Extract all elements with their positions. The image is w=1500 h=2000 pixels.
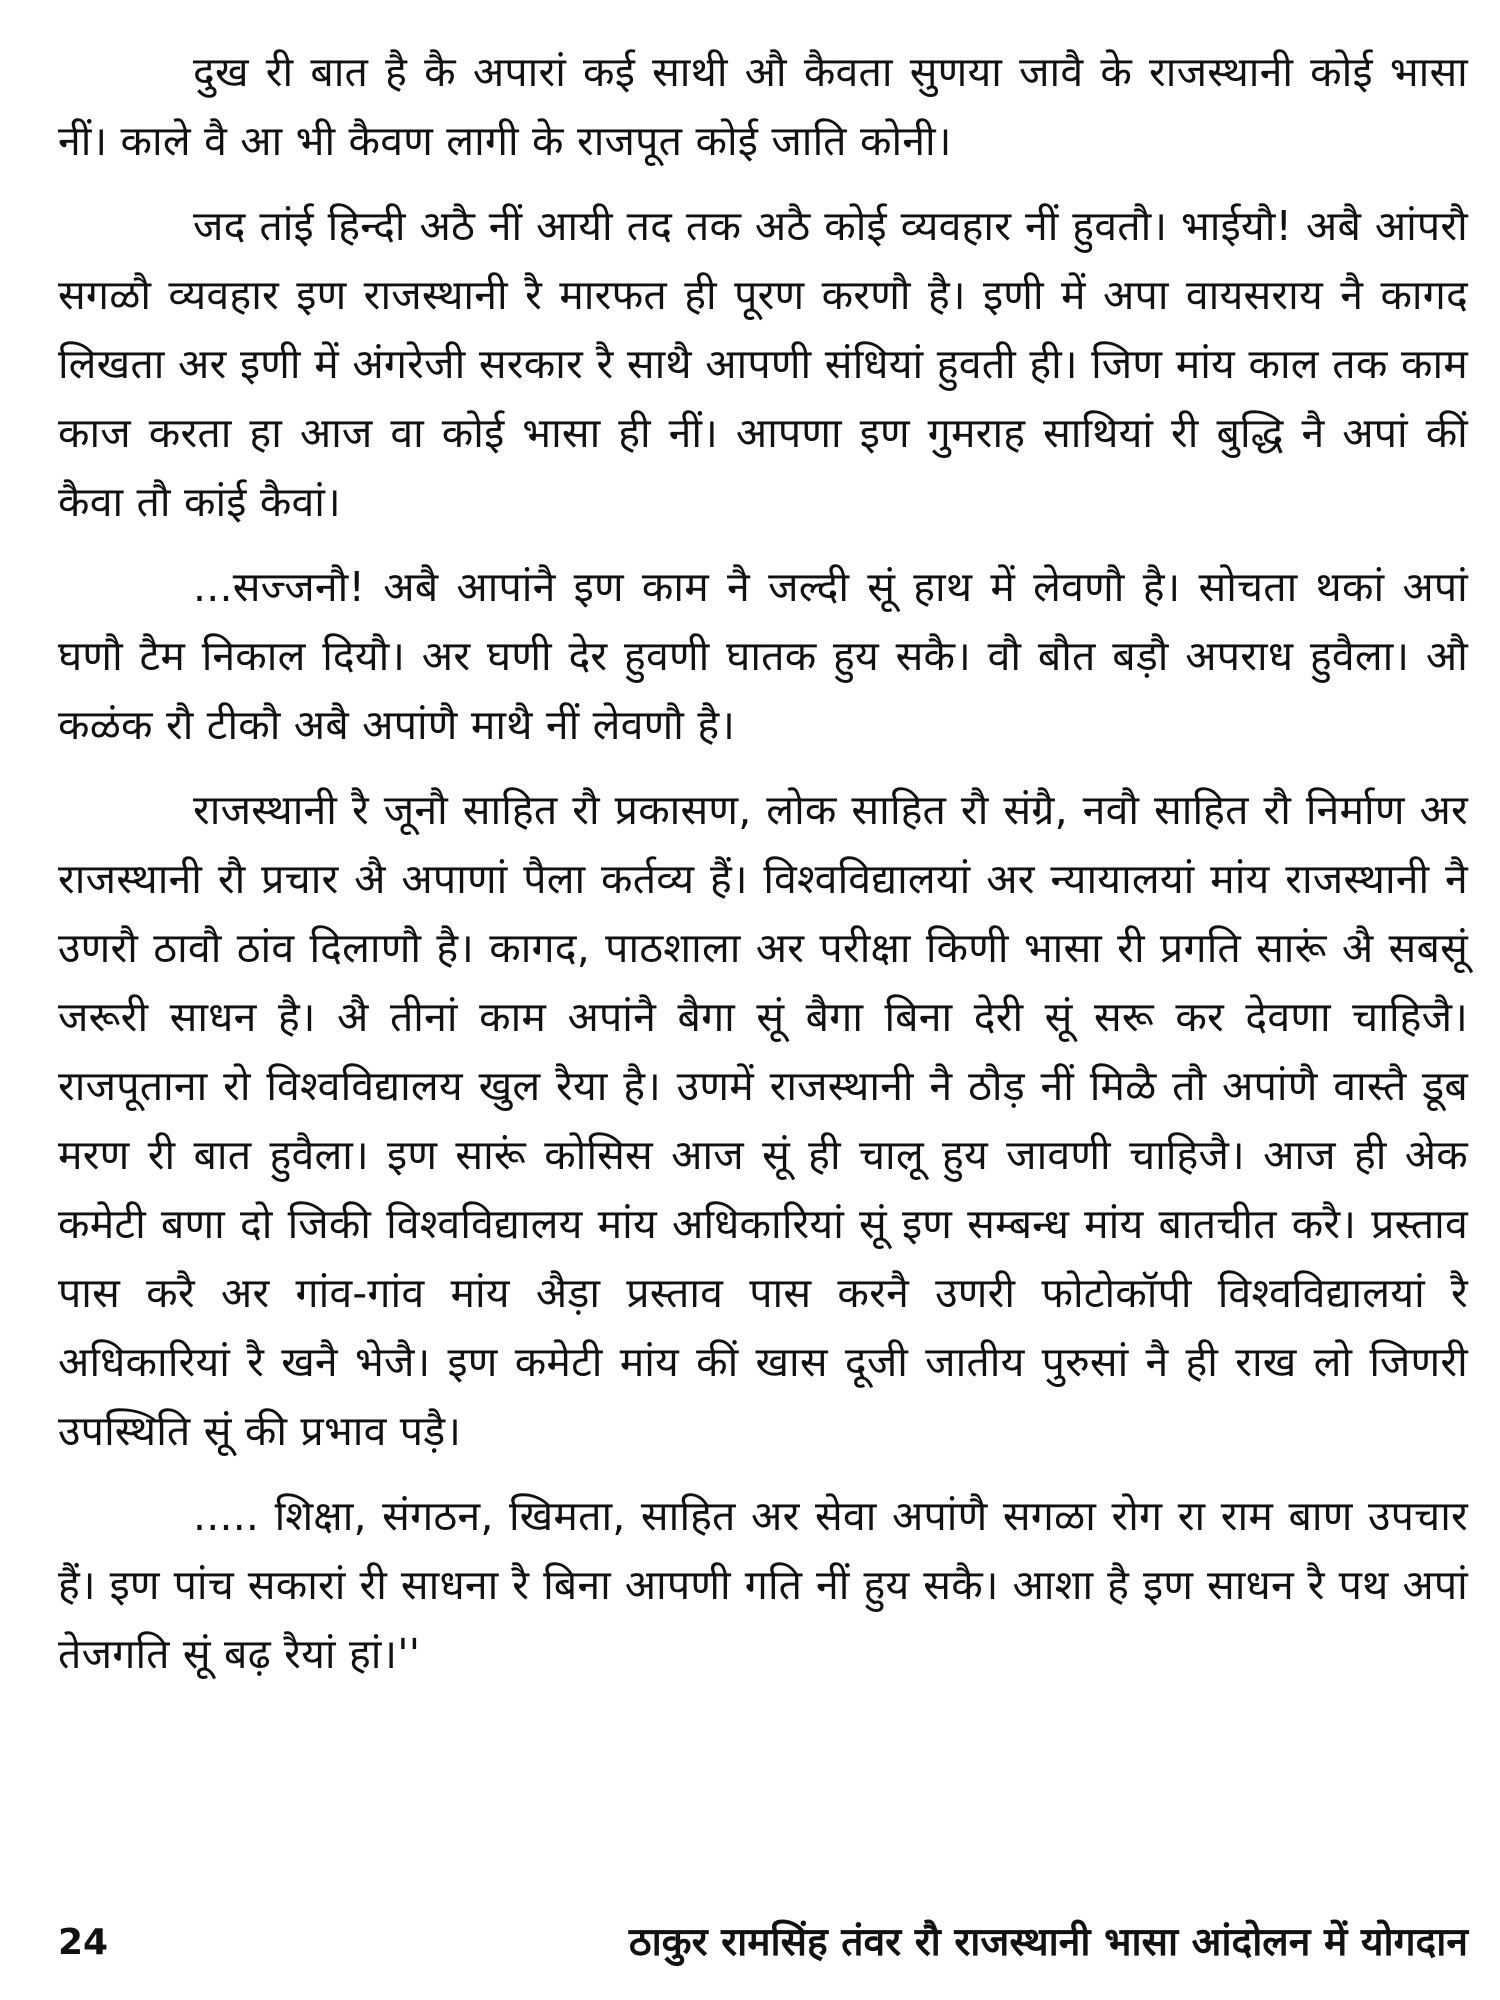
paragraph-3: ...सज्जनौ! अबै आपांनै इण काम नै जल्दी सूं हाथ में लेवणौ है। सोचता थकां अपां घणौ टैम निकाल दियौ। अर घणी देर हुवणी घातक हुय सकै। वौ बौत बड़ौ अपराध हुवैला। औ कळंक रौ टीकौ अबै अपांणै माथै नीं लेवणौ है। [58,563,1468,749]
page-footer [58,1918,1468,1968]
paragraph-2: जद तांई हिन्दी अठै नीं आयी तद तक अठै कोई व्यवहार नीं हुवतौ। भाईयौ! अबै आंपरौ सगळौ व्यवहार इण राजस्थानी रै मारफत ही पूरण करणौ है। इणी में अपा वायसराय नै कागद लिखता अर इणी में अंगरेजी सरकार रै साथै आपणी संधियां हुवती ही। जिण मांय काल तक काम काज करता हा आज वा कोई भासा ही नीं। आपणा इण गुमराह साथियां री बुद्धि नै अपां कीं कैवा तौ कांई कैवां। [58,202,1468,526]
page-number: 24 [58,1922,109,1963]
body-text [58,38,1468,1705]
running-title: ठाकुर रामसिंह तंवर रौ राजस्थानी भासा आंदोलन में योगदान [628,1920,1468,1965]
paragraph-1: दुख री बात है कै अपारां कई साथी औ कैवता सुणया जावै के राजस्थानी कोई भासा नीं। काले वै आ भी कैवण लागी के राजपूत कोई जाति कोनी। [58,48,1468,165]
paragraph-4: राजस्थानी रै जूनौ साहित रौ प्रकासण, लोक साहित रौ संग्रै, नवौ साहित रौ निर्माण अर राजस्थानी रौ प्रचार अै अपाणां पैला कर्तव्य हैं। विश्वविद्यालयां अर न्यायालयां मांय राजस्थानी नै उणरौ ठावौ ठांव दिलाणौ है। कागद, पाठशाला अर परीक्षा किणी भासा री प्रगति सारूं अै सबसूं जरूरी साधन है। अै तीनां काम अपांनै बैगा सूं बैगा बिना देरी सूं सरू कर देवणा चाहिजै। राजपूताना रो विश्वविद्यालय खुल रैया है। उणमें राजस्थानी नै ठौड़ नीं मिळै तौ अपांणै वास्तै डूब मरण री बात हुवैला। इण सारूं कोसिस आज सूं ही चालू हुय जावणी चाहिजै। आज ही अेक कमेटी बणा दो जिकी विश्वविद्यालय मांय अधिकारियां सूं इण सम्बन्ध मांय बातचीत करै। प्रस्ताव पास करै अर गांव-गांव मांय अैड़ा प्रस्ताव पास करनै उणरी फोटोकॉपी विश्वविद्यालयां रै अधिकारियां रै खनै भेजै। इण कमेटी मांय कीं खास दूजी जातीय पुरुसां नै ही राख लो जिणरी उपस्थिति सूं की प्रभाव पड़ै। [58,786,1468,1455]
paragraph-5: ..... शिक्षा, संगठन, खिमता, साहित अर सेवा अपांणै सगळा रोग रा राम बाण उपचार हैं। इण पांच सकारां री साधना रै बिना आपणी गति नीं हुय सकै। आशा है इण साधन रै पथ अपां तेजगति सूं बढ़ रैयां हां।'' [58,1492,1468,1678]
